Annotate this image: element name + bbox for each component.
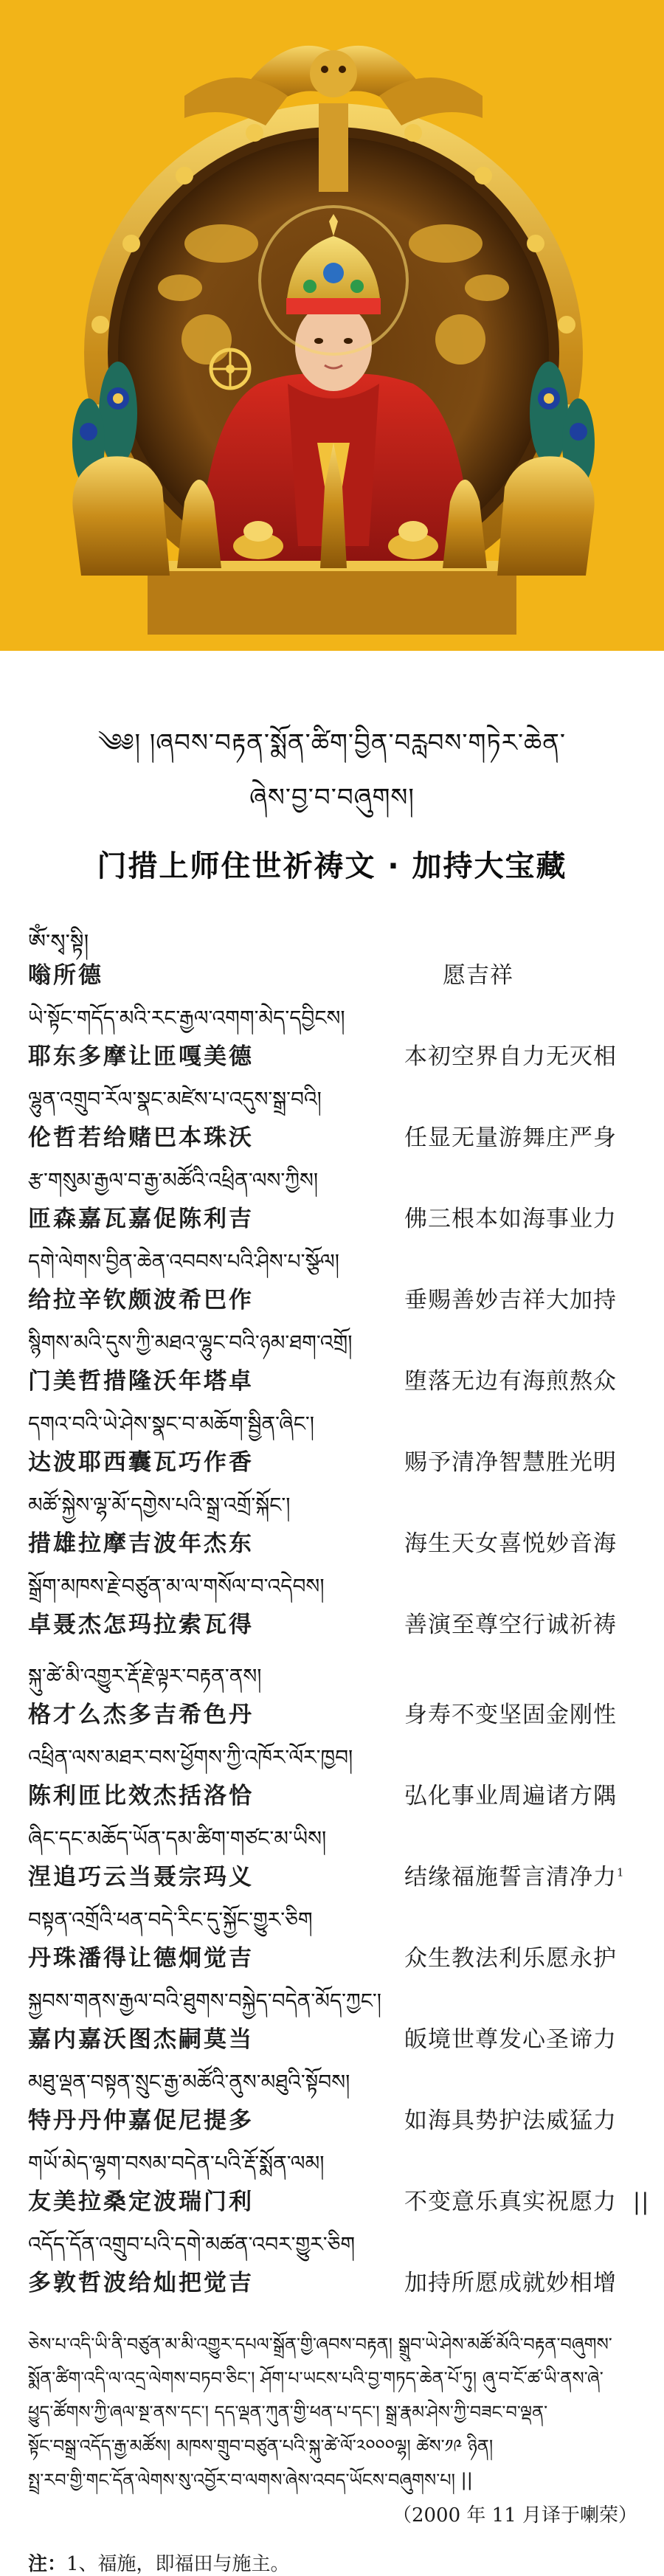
colophon-line: སྟོང་བསྒྲ་འདོད་རྒྱ་མཚོས། མཁས་གྲུབ་བཙུན་པའི་སྐུ་ཚེ་ལོ་༢༠༠༠ལྷ། ཚེས་༡༩ ཉིན། <box>28 2436 494 2456</box>
footnote-text: 1、福施，即福田与施主。 <box>66 2553 290 2575</box>
throne-portrait-illustration <box>0 0 664 651</box>
figure-face <box>295 303 372 391</box>
verse-tibetan: ཡེ་སྟོང་གདོད་མའི་རང་རྒྱལ་འགག་མེད་དབྱིངས། <box>28 1006 345 1030</box>
verse-tibetan: དགེ་ལེགས་བྱིན་ཆེན་འབབས་པའི་ཤིས་པ་སྩོལ། <box>28 1249 339 1274</box>
verse-transliteration: 嘉内嘉沃图杰嗣莫当 <box>28 2026 254 2053</box>
colophon-line: ཕྱུད་ཚོགས་ཀྱི་ཞལ་སྔ་ནས་དང་། དད་ལྡན་ཀུན་གྱི་ཕན་པ་དང་། སྒྲ་རྣམ་ཤེས་ཀྱི་བཟང་བ་ལྡན་ <box>28 2402 548 2423</box>
tibetan-colophon <box>28 2327 640 2497</box>
chinese-title: 门措上师住世祈祷文 · 加持大宝藏 <box>97 849 567 883</box>
colophon-line: ཅེས་པ་འདི་ཡི་ནི་བཙུན་མ་མི་འགྱུར་དཔལ་སྒྲོན་གྱི་ཞབས་བརྟན། སྒྲུབ་ཡེ་ཤེས་མཚོ་མོའི་བརྟན་བཞུགས་ <box>28 2334 612 2355</box>
verse-chinese: 众生教法利乐愿永护 <box>404 1945 617 1972</box>
verse-chinese: 善演至尊空行诚祈祷 <box>404 1612 617 1638</box>
verse-transliteration: 格才么杰多吉希色丹 <box>28 1702 254 1728</box>
tibetan-title-line-2: ཞེས་བྱ་བ་བཞུགས། <box>249 783 415 812</box>
verse-tibetan: འདོད་དོན་འགྲུབ་པའི་དགེ་མཚན་འབར་གྱུར་ཅིག <box>28 2232 356 2256</box>
verse-chinese: 加持所愿成就妙相增 <box>404 2270 617 2296</box>
colophon-line: སྤྲ་རབ་གྱི་གང་དོན་ལེགས་སུ་འབྱོར་བ་ལགས་ཞེས་འབད་ཡོངས་བཞུགས་པ། || <box>28 2470 473 2490</box>
verse-transliteration: 特丹丹仲嘉促尼提多 <box>28 2107 254 2134</box>
verse-transliteration: 丹珠潘得让德炯觉吉 <box>28 1945 254 1972</box>
verse-tibetan: སྐྱབས་གནས་རྒྱལ་བའི་ཐུགས་བསྐྱེད་བདེན་མོད་ཀྱང་། <box>28 1989 381 2013</box>
verse-chinese: 弘化事业周遍诸方隅 <box>404 1783 617 1809</box>
verse-transliteration: 友美拉桑定波瑞门利 <box>28 2189 254 2215</box>
verse-chinese: 堕落无边有海煎熬众 <box>404 1368 617 1395</box>
footnote-marker: 1 <box>617 1865 625 1879</box>
verse-chinese: 佛三根本如海事业力 <box>404 1206 617 1232</box>
translation-note: （2000 年 11 月译于喇荣） <box>392 2504 637 2527</box>
verse-end-mark: || <box>632 2189 650 2215</box>
footnote-label: 注： <box>28 2553 67 2575</box>
snow-lion-right <box>497 456 595 576</box>
verse-tibetan: མཚོ་སྐྱེས་ལྷ་མོ་དགྱེས་པའི་སྒྲ་འགྲོ་སྐོང་། <box>28 1493 291 1517</box>
verse-chinese: 皈境世尊发心圣谛力 <box>404 2026 617 2053</box>
verse-tibetan: འཕྲིན་ལས་མཐར་བས་ཕྱོགས་ཀྱི་འཁོར་ལོར་ཁྱབ། <box>28 1745 353 1769</box>
verse-transliteration: 达波耶西囊瓦巧作香 <box>28 1449 254 1476</box>
verse-transliteration: 卓聂杰怎玛拉索瓦得 <box>28 1612 254 1638</box>
verse-tibetan: མཐུ་ལྡན་བསྟན་སྲུང་རྒྱ་མཚོའི་ནུས་མཐུའི་སྟོབས། <box>28 2070 350 2094</box>
colophon-line: སྨོན་ཚིག་འདི་ལ་འདྲ་ལེགས་བཏབ་ཅིང་། ཤོག་པ་ཡངས་པའི་བྱ་གཏད་ཆེན་པོ་ཏུ། ཞུ་བ་ངོ་ཚ་ཡི་ནས་ཞེ་ <box>28 2368 604 2389</box>
prayer-document <box>0 651 664 2575</box>
verse-tibetan: སྒྲོག་མཁས་རྗེ་བཙུན་མ་ལ་གསོལ་བ་འདེབས། <box>28 1574 325 1598</box>
dharma-wheel-icon <box>211 350 249 388</box>
verse-tibetan: གཡོ་མེད་ལྷག་བསམ་བདེན་པའི་རྡོ་སྨོན་ལམ། <box>28 2151 325 2175</box>
verse-tibetan: སྐུ་ཚེ་མི་འགྱུར་རྡོ་རྗེ་ལྟར་བརྟན་ནས། <box>28 1664 262 1688</box>
verse-chinese: 身寿不变坚固金刚性 <box>404 1702 617 1728</box>
verse-tibetan: རྩ་གསུམ་རྒྱལ་བ་རྒྱ་མཚོའི་འཕྲིན་ལས་ཀྱིས། <box>28 1168 319 1192</box>
verse-transliteration: 嗡所德 <box>28 962 103 989</box>
verse-transliteration: 伦哲若给赌巴本珠沃 <box>28 1125 254 1151</box>
verse-tibetan: ཞིང་དང་མཆོད་ཡོན་དམ་ཚིག་གཙང་མ་ཡིས། <box>28 1826 327 1851</box>
verse-chinese: 本初空界自力无灭相 <box>404 1043 617 1070</box>
verse-tibetan: སྙིགས་མའི་དུས་ཀྱི་མཐའ་ལྷུང་བའི་ཉམ་ཐག་འགྲོ། <box>28 1330 353 1355</box>
verse-tibetan: བསྟན་འགྲོའི་ཕན་བདེ་རིང་དུ་སྐྱོང་གྱུར་ཅིག <box>28 1907 313 1932</box>
verse-transliteration: 匝森嘉瓦嘉促陈利吉 <box>28 1206 254 1232</box>
verse-transliteration: 给拉辛钦颇波希巴作 <box>28 1287 254 1313</box>
verse-chinese: 任显无量游舞庄严身 <box>404 1125 617 1151</box>
verse-transliteration: 措雄拉摩吉波年杰东 <box>28 1530 254 1557</box>
verse-transliteration: 耶东多摩让匝嘎美德 <box>28 1043 254 1070</box>
verse-chinese: 如海具势护法威猛力 <box>404 2107 617 2134</box>
snow-lion-left <box>72 456 170 576</box>
verse-tibetan: དགའ་བའི་ཡེ་ཤེས་སྣང་བ་མཆོག་སྦྱིན་ཞིང་། <box>28 1412 315 1436</box>
verse-chinese: 结缘福施誓言清净力$^1$ <box>404 1864 625 1890</box>
verse-chinese: 海生天女喜悦妙音海 <box>404 1530 617 1557</box>
verse-transliteration: 多敦哲波给灿把觉吉 <box>28 2270 254 2296</box>
verse-chinese: 赐予清净智慧胜光明 <box>404 1449 617 1476</box>
verse-transliteration: 涅追巧云当聂宗玛义 <box>28 1864 254 1890</box>
verse-tibetan: ལྷུན་འགྲུབ་རོལ་སྣང་མཛེས་པ་འདུས་སྒྲ་བའི། <box>28 1087 322 1111</box>
header-image <box>0 0 664 651</box>
verse-chinese: 不变意乐真实祝愿力 || <box>404 2189 650 2215</box>
opening-syllables: ༀ་སྭ་སྟི། <box>28 930 89 956</box>
footnote <box>28 2549 290 2576</box>
verse-transliteration: 门美哲措隆沃年塔卓 <box>28 1368 254 1395</box>
verse-transliteration: 陈利匝比效杰括洛恰 <box>28 1783 254 1809</box>
tibetan-title-line-1: ༄༅། །ཞབས་བརྟན་སྨོན་ཚིག་བྱིན་བརླབས་གཏེར་ཆེན་ <box>97 728 567 758</box>
verse-chinese: 垂赐善妙吉祥大加持 <box>404 1287 617 1313</box>
verse-chinese: 愿吉祥 <box>443 962 513 989</box>
